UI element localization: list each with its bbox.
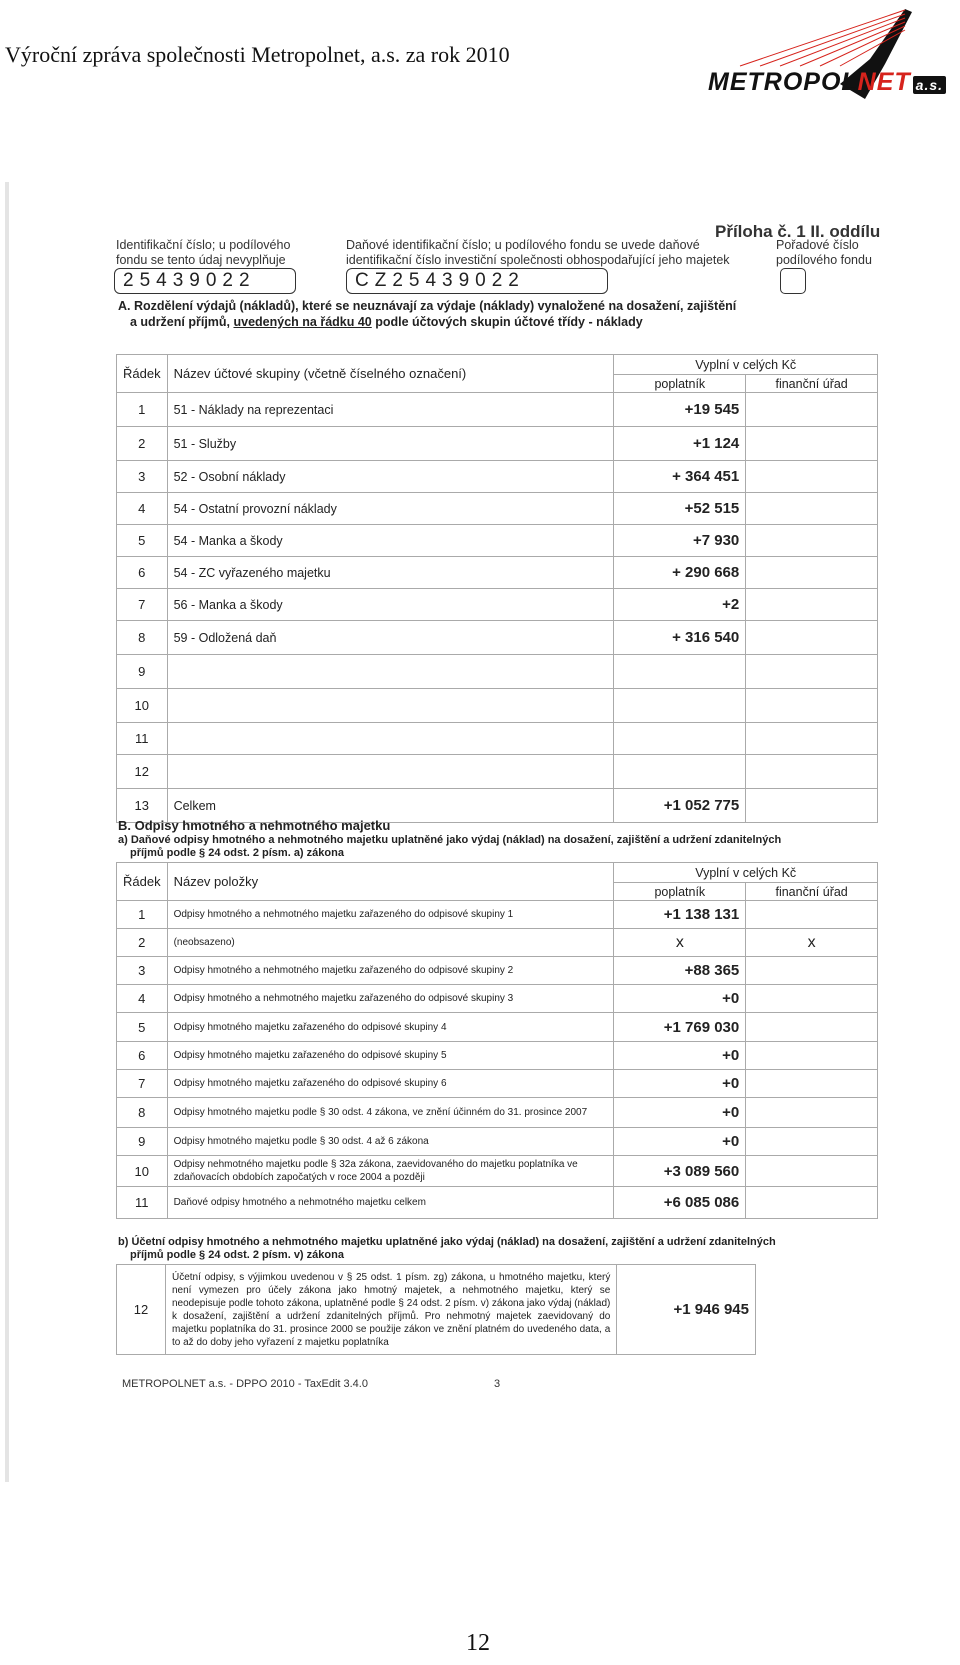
table-b-row-urad (746, 957, 878, 985)
table-b-row-number: 7 (117, 1070, 168, 1098)
table-b-row (117, 1098, 878, 1128)
table-a-row-number: 9 (117, 655, 168, 689)
table-b-row-value: +3 089 560 (614, 1156, 746, 1187)
poradove-label-line-2: podílového fondu (776, 253, 872, 267)
table-a-row (117, 427, 878, 461)
table-a-row-number: 6 (117, 557, 168, 589)
table-a-row (117, 393, 878, 427)
footer-left: METROPOLNET a.s. - DPPO 2010 - TaxEdit 3.4.0 (122, 1378, 368, 1390)
table-a-row-name (167, 755, 614, 789)
table-a-row-name: 51 - Náklady na reprezentaci (167, 393, 614, 427)
table-b-col-radek: Řádek (117, 863, 168, 901)
priloha-title: Příloha č. 1 II. oddílu (715, 222, 881, 241)
table-b-row-value: +0 (614, 1042, 746, 1070)
poradove-label (776, 238, 872, 268)
section-bb-line-1: b) Účetní odpisy hmotného a nehmotného majetku uplatněné jako výdaj (náklad) na dosažení, zajištění a udržení zdanitelných (118, 1236, 776, 1248)
table-a-row-name: 56 - Manka a škody (167, 589, 614, 621)
table-a-row-name: 59 - Odložená daň (167, 621, 614, 655)
section-a-line-2-post: podle účtových skupin účtové třídy - náklady (371, 315, 643, 329)
table-a-row-value (614, 655, 746, 689)
table-b-row-number: 2 (117, 929, 168, 957)
table-a-row-number: 8 (117, 621, 168, 655)
table-b-row-urad (746, 1098, 878, 1128)
table-b-row (117, 1128, 878, 1156)
table-b-row-name: Odpisy hmotného majetku podle § 30 odst. 4 až 6 zákona (167, 1128, 614, 1156)
row12-text: Účetní odpisy, s výjimkou uvedenou v § 25 odst. 1 písm. zg) zákona, u hmotného majetku, který není vymezen pro účely zákona jako hmotný majetek, a nehmotného majetku, který se neodepisuje podle tohoto zákona, uplatněné podle § 24 odst. 2 písm. v) zákona jako výdaj (náklad) k dosažení, zajištění a udržení zdanitelných příjmů. Pro nehmotný majetek zaevidovaný do majetku poplatníka do 31. prosince 2000 se použije zákon ve znění platném do uvedeného data, a to až do doby jeho vyřazení z majetku poplatníka (165, 1265, 616, 1355)
table-b-row-value: +0 (614, 1128, 746, 1156)
table-b-row (117, 957, 878, 985)
table-b-row-number: 9 (117, 1128, 168, 1156)
logo-text-net: NET (857, 68, 911, 96)
table-b-header-row-1 (117, 863, 878, 883)
table-b-row-name: Odpisy hmotného majetku zařazeného do odpisové skupiny 6 (167, 1070, 614, 1098)
table-b-row-number: 4 (117, 985, 168, 1013)
section-a-heading (118, 298, 736, 330)
table-a-row-value: +52 515 (614, 493, 746, 525)
table-b-row-name: Odpisy hmotného a nehmotného majetku zařazeného do odpisové skupiny 3 (167, 985, 614, 1013)
table-b-row (117, 1042, 878, 1070)
dic-label (346, 238, 730, 268)
row12-value: +1 946 945 (617, 1265, 756, 1355)
table-b-row (117, 901, 878, 929)
table-a-row-value (614, 689, 746, 723)
table-b-row (117, 1013, 878, 1042)
table-b-row-number: 8 (117, 1098, 168, 1128)
table-b-row (117, 1070, 878, 1098)
section-ba-heading (118, 834, 781, 860)
table-a-row-number: 11 (117, 723, 168, 755)
table-a-row-value: +2 (614, 589, 746, 621)
dic-value-box: CZ25439022 (346, 268, 608, 294)
section-bb-line-2: příjmů podle § 24 odst. 2 písm. v) zákona (130, 1249, 344, 1261)
poradove-value-box (780, 268, 806, 294)
table-a-row-urad (746, 525, 878, 557)
table-a-col-radek: Řádek (117, 355, 168, 393)
table-a-row (117, 589, 878, 621)
table-a-row-urad (746, 493, 878, 525)
table-b-row-urad (746, 985, 878, 1013)
table-a-row (117, 655, 878, 689)
section-ba-line-2: příjmů podle § 24 odst. 2 písm. a) zákona (130, 847, 344, 859)
table-a-row-urad (746, 789, 878, 823)
table-a-row-name: 51 - Služby (167, 427, 614, 461)
scan-edge (5, 182, 9, 1482)
table-b-row-name: Daňové odpisy hmotného a nehmotného majetku celkem (167, 1187, 614, 1219)
section-a-line-2-underlined: uvedených na řádku 40 (233, 315, 372, 329)
table-a-row-urad (746, 689, 878, 723)
table-a-row (117, 557, 878, 589)
table-a-row-name: 54 - Manka a škody (167, 525, 614, 557)
table-a-row-name (167, 655, 614, 689)
table-b-col-vyplni: Vyplní v celých Kč (614, 863, 878, 883)
section-ba-line-1: a) Daňové odpisy hmotného a nehmotného majetku uplatněné jako výdaj (náklad) na dosažení, zajištění a udržení zdanitelných (118, 834, 782, 846)
table-a-row (117, 723, 878, 755)
table-b-row-value: +0 (614, 1098, 746, 1128)
id-value-box: 25439022 (114, 268, 296, 294)
table-b-row-urad (746, 1070, 878, 1098)
table-b-row (117, 1156, 878, 1187)
id-label-line-1: Identifikační číslo; u podílového (116, 238, 291, 252)
table-a-row-value: + 364 451 (614, 461, 746, 493)
table-b-row (117, 985, 878, 1013)
table-a-row-name: Celkem (167, 789, 614, 823)
table-b-row-value: x (614, 929, 746, 957)
table-a-row-number: 10 (117, 689, 168, 723)
table-a-row-number: 2 (117, 427, 168, 461)
table-a-row-number: 13 (117, 789, 168, 823)
id-label (116, 238, 290, 268)
poradove-label-line-1: Pořadové číslo (776, 238, 859, 252)
table-a-row-number: 3 (117, 461, 168, 493)
table-a-row-value: +1 124 (614, 427, 746, 461)
table-a-row-urad (746, 621, 878, 655)
metropolnet-logo (700, 4, 944, 104)
table-b-row-value: +1 769 030 (614, 1013, 746, 1042)
table-a-row-urad (746, 427, 878, 461)
table-b-col-nazev: Název položky (167, 863, 614, 901)
table-a-row (117, 689, 878, 723)
table-b (116, 862, 878, 1219)
table-b-row-name: Odpisy hmotného majetku zařazeného do odpisové skupiny 5 (167, 1042, 614, 1070)
table-b-row-urad: x (746, 929, 878, 957)
dic-label-line-1: Daňové identifikační číslo; u podílového fondu se uvede daňové (346, 238, 700, 252)
report-title: Výroční zpráva společnosti Metropolnet, a.s. za rok 2010 (5, 42, 510, 67)
table-a-row-value (614, 755, 746, 789)
page-number: 12 (466, 1630, 490, 1656)
table-b-row-name: Odpisy hmotného majetku podle § 30 odst. 4 zákona, ve znění účinném do 31. prosince 2007 (167, 1098, 614, 1128)
table-a-row-value: +1 052 775 (614, 789, 746, 823)
table-b-row-urad (746, 1013, 878, 1042)
table-a-row-number: 4 (117, 493, 168, 525)
table-b-row-value: +6 085 086 (614, 1187, 746, 1219)
table-b-row-number: 6 (117, 1042, 168, 1070)
scanned-form (0, 182, 960, 1482)
footer-page: 3 (494, 1378, 501, 1390)
table-b-row-urad (746, 1156, 878, 1187)
table-b-row-number: 5 (117, 1013, 168, 1042)
section-bb-heading (118, 1236, 776, 1262)
table-b-col-poplatnik: poplatník (614, 883, 746, 901)
table-a-row-value: + 290 668 (614, 557, 746, 589)
section-a-line-1: A. Rozdělení výdajů (nákladů), které se neuznávají za výdaje (náklady) vynaložené na dosažení, zajištění (118, 299, 737, 313)
table-a-row-name (167, 689, 614, 723)
table-a-row-name (167, 723, 614, 755)
table-b-row-name: Odpisy hmotného majetku zařazeného do odpisové skupiny 4 (167, 1013, 614, 1042)
table-a-col-urad: finanční úřad (746, 375, 878, 393)
table-b-row (117, 929, 878, 957)
table-b-row-value: +1 138 131 (614, 901, 746, 929)
section-a-line-2-pre: a udržení příjmů, (130, 315, 234, 329)
table-b-row-urad (746, 1042, 878, 1070)
table-a-row (117, 525, 878, 557)
table-a-row-value: +7 930 (614, 525, 746, 557)
dic-label-line-2: identifikační číslo investiční společnosti obhospodařující jeho majetek (346, 253, 730, 267)
table-a-row-name: 54 - Ostatní provozní náklady (167, 493, 614, 525)
table-b-col-urad: finanční úřad (746, 883, 878, 901)
table-b-row-name: (neobsazeno) (167, 929, 614, 957)
section-b-heading: B. Odpisy hmotného a nehmotného majetku (118, 818, 391, 833)
table-b-row-number: 10 (117, 1156, 168, 1187)
logo-text-as: a.s. (913, 76, 946, 94)
row12 (117, 1265, 756, 1355)
table-a-row-value: + 316 540 (614, 621, 746, 655)
table-b-row-value: +88 365 (614, 957, 746, 985)
table-a-col-poplatnik: poplatník (614, 375, 746, 393)
table-b-row-value: +0 (614, 985, 746, 1013)
table-a-row-urad (746, 589, 878, 621)
table-a-row-name: 54 - ZC vyřazeného majetku (167, 557, 614, 589)
logo-text (708, 68, 946, 97)
table-row12 (116, 1264, 756, 1355)
table-a-col-nazev: Název účtové skupiny (včetně číselného označení) (167, 355, 614, 393)
table-b-row-number: 11 (117, 1187, 168, 1219)
table-a-row-urad (746, 755, 878, 789)
table-b-row-name: Odpisy nehmotného majetku podle § 32a zákona, zaevidovaného do majetku poplatníka ve zdaňovacích obdobích započatých v roce 2004 a později (167, 1156, 614, 1187)
table-b-row-urad (746, 1128, 878, 1156)
table-a-header-row-1 (117, 355, 878, 375)
table-b-row-urad (746, 1187, 878, 1219)
table-a-row (117, 755, 878, 789)
table-a-row (117, 493, 878, 525)
table-a-col-vyplni: Vyplní v celých Kč (614, 355, 878, 375)
logo-text-main: METROPOL (708, 68, 858, 96)
id-label-line-2: fondu se tento údaj nevyplňuje (116, 253, 286, 267)
section-a-line-2 (118, 314, 736, 330)
table-a-row-number: 12 (117, 755, 168, 789)
table-a-row-urad (746, 461, 878, 493)
table-a-row-urad (746, 655, 878, 689)
row12-number: 12 (117, 1265, 166, 1355)
table-a-row-urad (746, 393, 878, 427)
table-b-row-urad (746, 901, 878, 929)
table-a-row-number: 5 (117, 525, 168, 557)
table-a-row (117, 461, 878, 493)
table-a-row-urad (746, 723, 878, 755)
table-a-row-value: +19 545 (614, 393, 746, 427)
table-a-row-number: 1 (117, 393, 168, 427)
table-a-body (117, 393, 878, 823)
table-b-row-name: Odpisy hmotného a nehmotného majetku zařazeného do odpisové skupiny 1 (167, 901, 614, 929)
table-b-row-number: 3 (117, 957, 168, 985)
table-b-body (117, 901, 878, 1219)
table-a (116, 354, 878, 823)
table-a-row-number: 7 (117, 589, 168, 621)
table-a-row-name: 52 - Osobní náklady (167, 461, 614, 493)
table-a-row (117, 621, 878, 655)
table-b-row-number: 1 (117, 901, 168, 929)
table-b-row-name: Odpisy hmotného a nehmotného majetku zařazeného do odpisové skupiny 2 (167, 957, 614, 985)
table-b-row (117, 1187, 878, 1219)
table-a-row-value (614, 723, 746, 755)
table-a-row-urad (746, 557, 878, 589)
table-b-row-value: +0 (614, 1070, 746, 1098)
